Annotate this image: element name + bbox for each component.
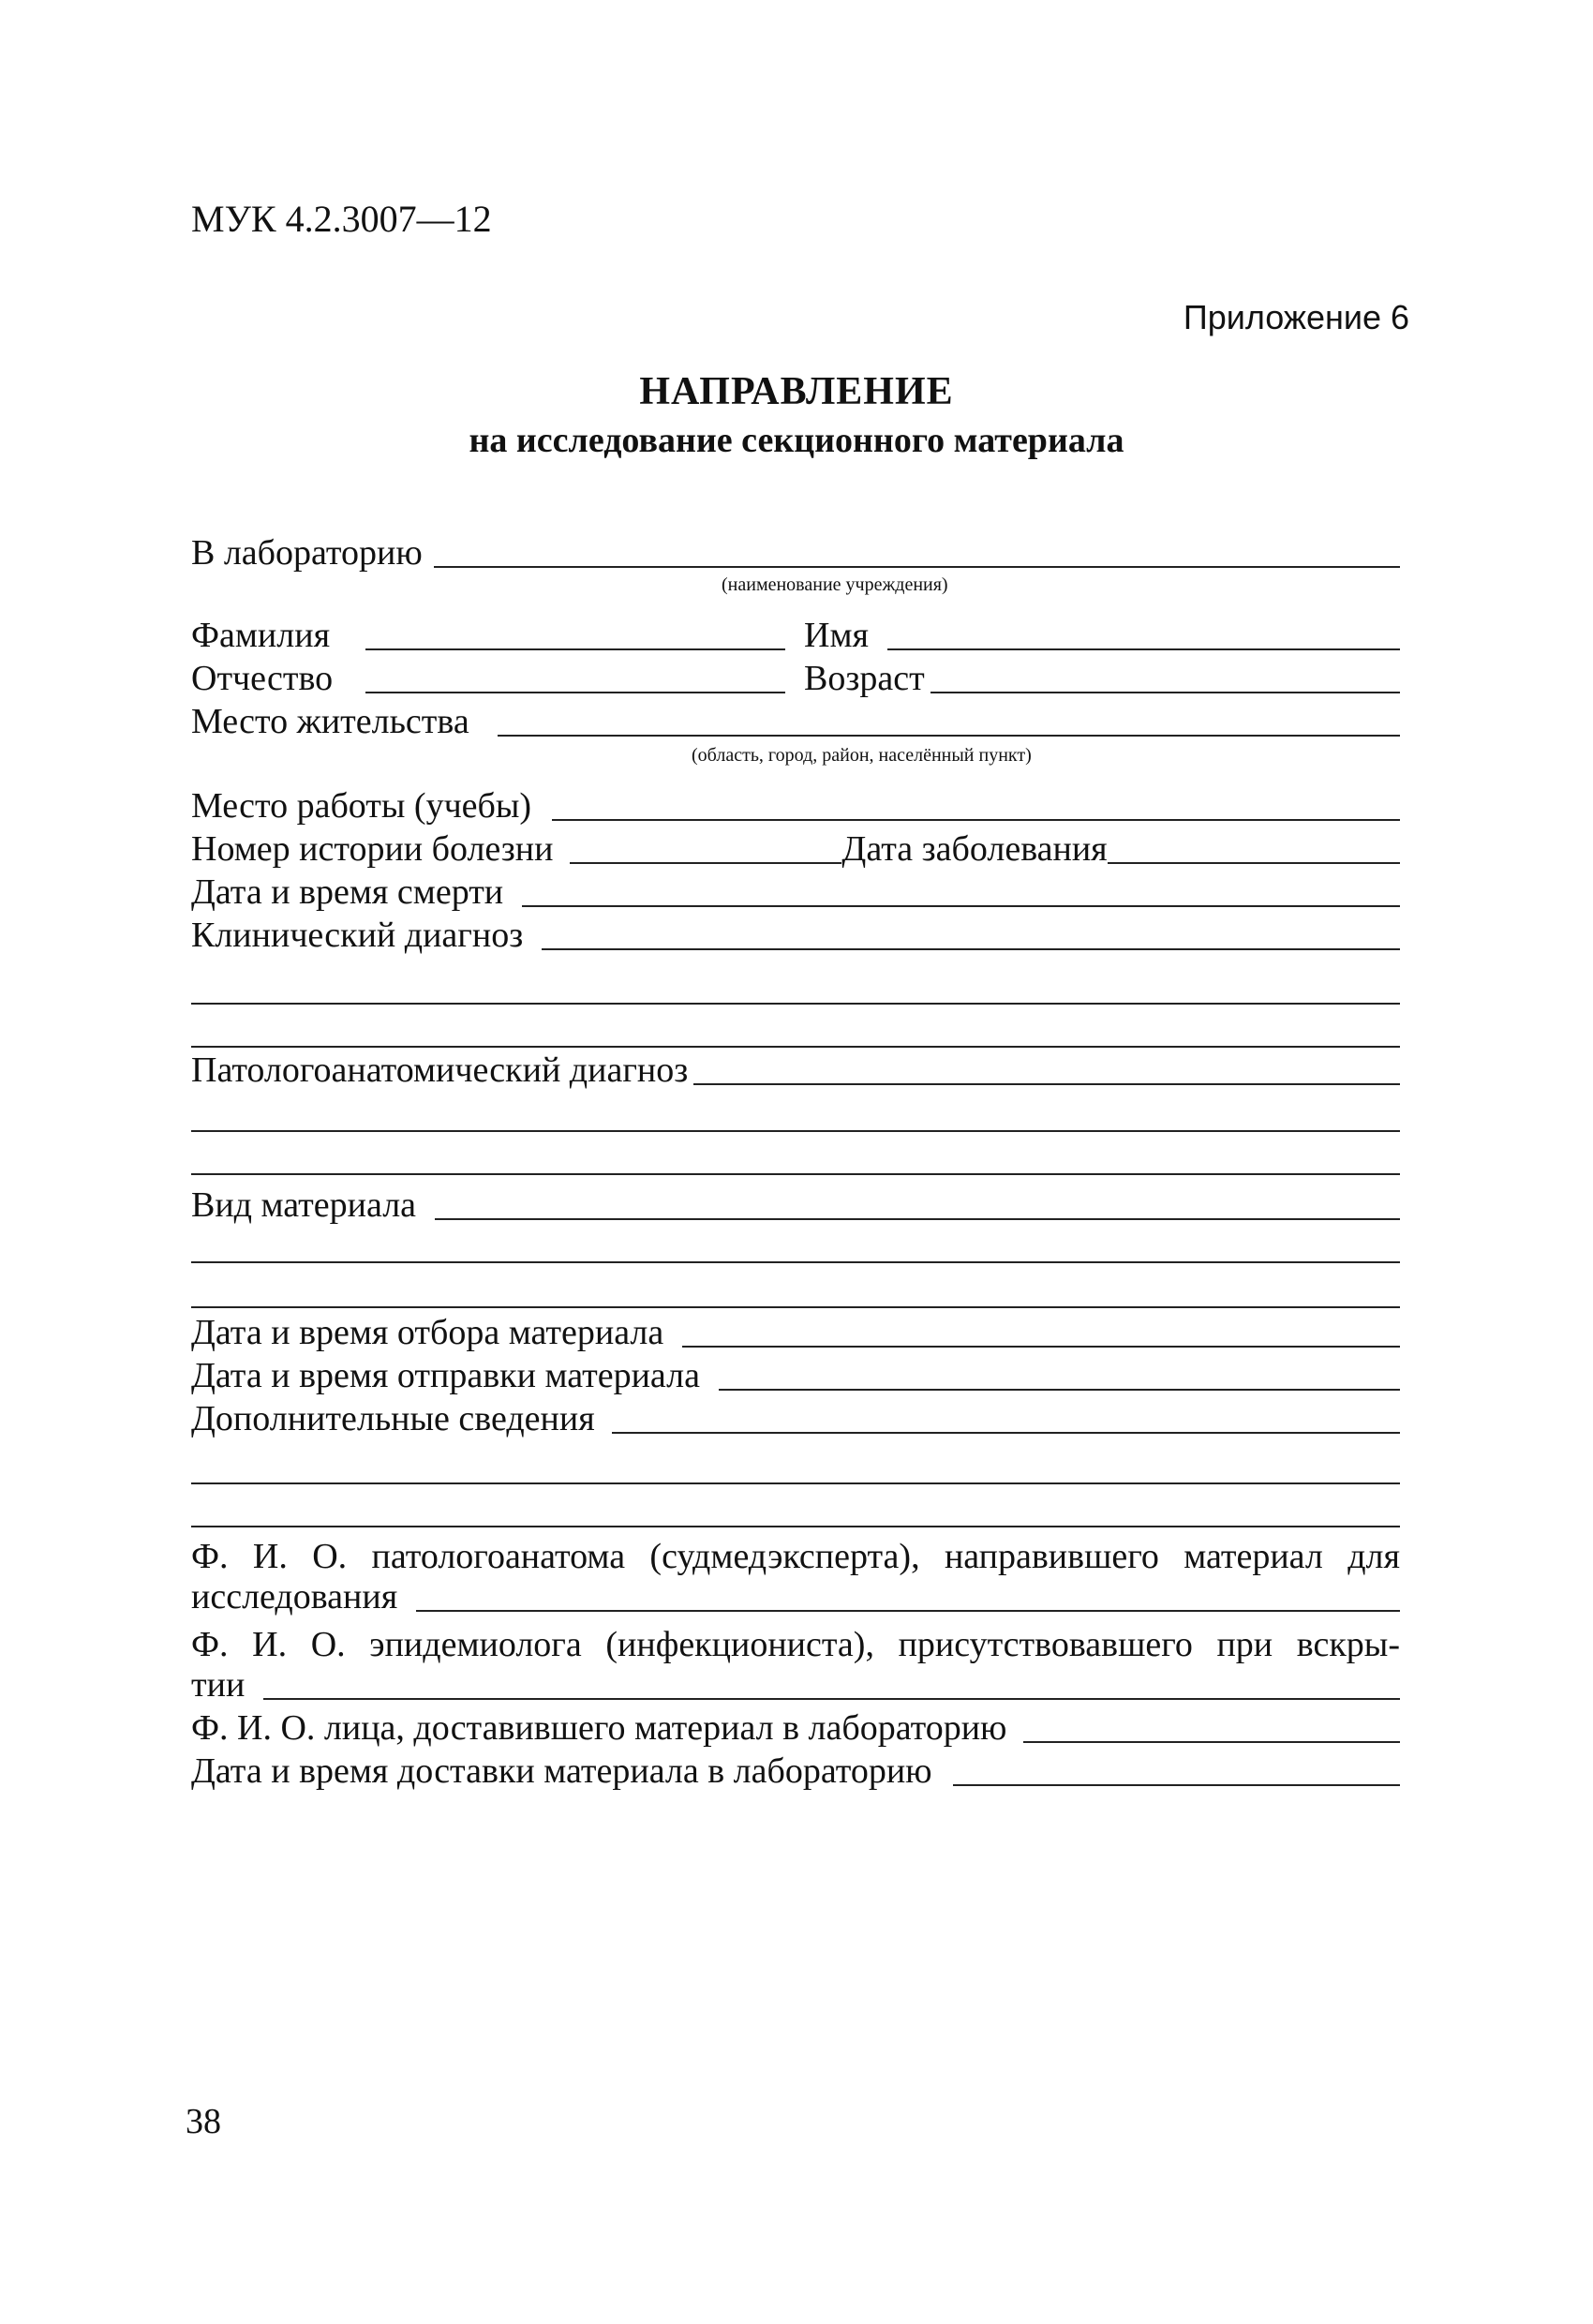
material-type-line-2[interactable] — [191, 1261, 1400, 1263]
additional-info-line-3[interactable] — [191, 1526, 1400, 1527]
additional-info-label: Дополнительные сведения — [191, 1399, 595, 1438]
document-code: МУК 4.2.3007—12 — [191, 198, 492, 240]
residence-field[interactable] — [498, 707, 1400, 737]
laboratory-hint: (наименование учреждения) — [722, 574, 948, 595]
pathology-diagnosis-field[interactable] — [693, 1055, 1400, 1085]
material-type-field[interactable] — [435, 1190, 1400, 1220]
clinical-diagnosis-field[interactable] — [542, 920, 1400, 950]
courier-row — [191, 1706, 1400, 1749]
laboratory-field[interactable] — [434, 538, 1400, 568]
pathology-diagnosis-row — [191, 1048, 1400, 1091]
delivery-datetime-row — [191, 1749, 1400, 1792]
patronymic-field[interactable] — [365, 663, 785, 693]
case-number-label: Номер истории болезни — [191, 829, 554, 869]
death-datetime-field[interactable] — [522, 877, 1400, 907]
death-datetime-label: Дата и время смерти — [191, 872, 504, 912]
form-title: НАПРАВЛЕНИЕ — [639, 370, 954, 413]
workplace-field[interactable] — [552, 791, 1400, 821]
additional-info-field[interactable] — [612, 1404, 1400, 1434]
sampling-datetime-label: Дата и время отбора материала — [191, 1313, 664, 1352]
shipping-datetime-field[interactable] — [719, 1361, 1400, 1391]
courier-field[interactable] — [1023, 1713, 1400, 1743]
age-label: Возраст — [804, 659, 925, 698]
delivery-datetime-field[interactable] — [953, 1756, 1400, 1786]
disease-date-field[interactable] — [1108, 834, 1400, 864]
sampling-datetime-field[interactable] — [682, 1318, 1400, 1348]
epidemiologist-text: Ф. И. О. эпидемиолога (инфекциониста), присутствовавшего при вскры- — [191, 1625, 1400, 1664]
clinical-diagnosis-row — [191, 913, 1400, 956]
delivery-datetime-label: Дата и время доставки материала в лабораторию — [191, 1751, 932, 1791]
surname-label: Фамилия — [191, 616, 331, 655]
disease-date-label: Дата заболевания — [841, 829, 1108, 869]
residence-label: Место жительства — [191, 702, 469, 741]
surname-name-row — [191, 613, 1400, 656]
epidemiologist-row — [191, 1662, 1400, 1706]
death-datetime-row — [191, 870, 1400, 913]
residence-hint: (область, город, район, населённый пункт) — [692, 745, 1032, 766]
clinical-diagnosis-line-2[interactable] — [191, 1003, 1400, 1005]
pathology-diagnosis-label: Патологоанатомический диагноз — [191, 1050, 689, 1090]
additional-info-line-2[interactable] — [191, 1482, 1400, 1484]
page-number: 38 — [186, 2102, 221, 2141]
patronymic-label: Отчество — [191, 659, 334, 698]
material-type-label: Вид материала — [191, 1185, 417, 1225]
pathology-diagnosis-line-2[interactable] — [191, 1130, 1400, 1132]
name-label: Имя — [804, 616, 869, 655]
name-field[interactable] — [887, 620, 1400, 650]
pathologist-row — [191, 1574, 1400, 1617]
additional-info-row — [191, 1396, 1400, 1439]
shipping-datetime-row — [191, 1353, 1400, 1396]
epidemiologist-field[interactable] — [263, 1670, 1400, 1700]
appendix-label: Приложение 6 — [1183, 298, 1409, 336]
workplace-label: Место работы (учебы) — [191, 786, 532, 826]
pathologist-text: Ф. И. О. патологоанатома (судмедэксперта), направившего материал для — [191, 1537, 1400, 1576]
pathology-diagnosis-line-3[interactable] — [191, 1173, 1400, 1175]
clinical-diagnosis-label: Клинический диагноз — [191, 916, 524, 955]
residence-row — [191, 699, 1400, 742]
shipping-datetime-label: Дата и время отправки материала — [191, 1356, 700, 1395]
workplace-row — [191, 783, 1400, 827]
laboratory-row — [191, 530, 1400, 574]
pathologist-field[interactable] — [416, 1582, 1400, 1612]
material-type-line-3[interactable] — [191, 1306, 1400, 1308]
case-disease-row — [191, 827, 1400, 870]
courier-label: Ф. И. О. лица, доставившего материал в лабораторию — [191, 1708, 1007, 1748]
surname-field[interactable] — [365, 620, 785, 650]
material-type-row — [191, 1183, 1400, 1226]
epidemiologist-label: тии — [191, 1665, 246, 1705]
case-number-field[interactable] — [570, 834, 841, 864]
form-subtitle: на исследование секционного материала — [469, 421, 1124, 460]
laboratory-label: В лабораторию — [191, 533, 423, 573]
age-field[interactable] — [930, 663, 1400, 693]
sampling-datetime-row — [191, 1310, 1400, 1353]
pathologist-label: исследования — [191, 1577, 398, 1616]
patronymic-age-row — [191, 656, 1400, 699]
